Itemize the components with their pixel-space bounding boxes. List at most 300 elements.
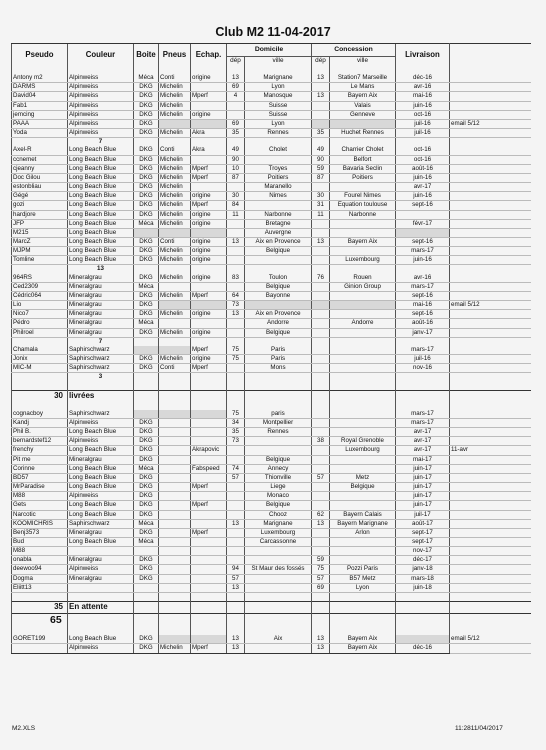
table-cell: Mons [245, 364, 312, 373]
table-cell: Long Beach Blue [68, 635, 134, 644]
table-cell: 13 [312, 635, 330, 644]
table-cell: 4 [227, 92, 245, 101]
table-cell: Mineralgrau [68, 528, 134, 537]
table-cell: Axel-R [12, 146, 68, 155]
table-cell: Long Beach Blue [68, 219, 134, 228]
table-cell [159, 565, 191, 574]
table-cell: estonbliau [12, 183, 68, 192]
table-row [12, 173, 531, 182]
table-row [12, 183, 531, 192]
color-count-row [12, 138, 531, 147]
table-cell [227, 547, 245, 556]
table-row [12, 146, 531, 155]
table-cell: DARMS [12, 83, 68, 92]
table-cell [134, 547, 159, 556]
section-label: livrées [68, 390, 134, 402]
table-row [12, 565, 531, 574]
table-cell: Michelin [159, 155, 191, 164]
table-cell [227, 528, 245, 537]
table-cell [330, 183, 396, 192]
table-cell [159, 528, 191, 537]
table-row [12, 219, 531, 228]
table-cell [330, 310, 396, 319]
table-cell: paris [245, 410, 312, 419]
table-cell [450, 101, 531, 110]
table-row [12, 547, 531, 556]
table-cell: Pédro [12, 319, 68, 328]
table-cell: août-16 [396, 164, 450, 173]
table-cell: sept-16 [396, 201, 450, 210]
color-count-row [12, 265, 531, 274]
table-cell: 69 [312, 583, 330, 592]
table-cell: Bayern Aix [330, 644, 396, 653]
table-cell [450, 164, 531, 173]
table-cell [450, 565, 531, 574]
table-cell: Bayern Aix [330, 635, 396, 644]
table-cell: Rouen [330, 274, 396, 283]
header-echap: Echap. [191, 44, 227, 67]
table-cell: Michelin [159, 219, 191, 228]
table-cell [450, 83, 531, 92]
table-cell: 75 [227, 355, 245, 364]
table-cell: Huchet Rennes [330, 129, 396, 138]
table-cell: Cholet [245, 146, 312, 155]
table-cell: Michelin [159, 210, 191, 219]
table-cell [450, 583, 531, 592]
table-cell: DKG [134, 473, 159, 482]
table-cell: 13 [227, 519, 245, 528]
table-cell: DKG [134, 119, 159, 128]
table-cell: Fourel Nimes [330, 192, 396, 201]
table-row [12, 129, 531, 138]
table-cell: Tomline [12, 256, 68, 265]
table-cell: DKG [134, 644, 159, 653]
table-cell: email 5/12 [450, 119, 531, 128]
table-cell: 13 [312, 519, 330, 528]
table-cell: Bayern Marignane [330, 519, 396, 528]
table-cell [191, 583, 227, 592]
table-cell [450, 92, 531, 101]
table-cell [191, 437, 227, 446]
header-livraison: Livraison [396, 44, 450, 67]
table-cell: Michelin [159, 129, 191, 138]
table-cell: Michelin [159, 183, 191, 192]
table-row [12, 428, 531, 437]
table-cell [450, 74, 531, 83]
table-cell: juil-16 [396, 129, 450, 138]
table-cell [68, 583, 134, 592]
header-pneus: Pneus [159, 44, 191, 67]
table-cell: origine [191, 310, 227, 319]
table-cell: Long Beach Blue [68, 228, 134, 237]
table-cell: Eliitt13 [12, 583, 68, 592]
table-cell: mai-17 [396, 455, 450, 464]
table-cell: 49 [227, 146, 245, 155]
table-cell: Alpinweiss [68, 92, 134, 101]
table-cell [450, 464, 531, 473]
table-cell [191, 537, 227, 546]
table-cell: août-16 [396, 319, 450, 328]
table-row [12, 247, 531, 256]
table-cell [191, 183, 227, 192]
table-cell: Chamala [12, 346, 68, 355]
table-cell [191, 282, 227, 291]
table-cell: Conti [159, 74, 191, 83]
table-cell: Mineralgrau [68, 291, 134, 300]
table-cell [450, 528, 531, 537]
table-cell [245, 556, 312, 565]
table-cell: 90 [227, 155, 245, 164]
table-cell: sept-16 [396, 310, 450, 319]
table-cell [450, 256, 531, 265]
table-cell: Fab1 [12, 101, 68, 110]
table-cell: email 5/12 [450, 301, 531, 310]
table-cell: 11-avr [450, 446, 531, 455]
table-cell [312, 110, 330, 119]
table-cell [191, 319, 227, 328]
table-cell: origine [191, 247, 227, 256]
page-title: Club M2 11-04-2017 [215, 25, 331, 39]
table-cell: Michelin [159, 192, 191, 201]
table-row [12, 301, 531, 310]
table-cell: juil-16 [396, 119, 450, 128]
table-cell: Rennes [245, 428, 312, 437]
table-row [12, 155, 531, 164]
table-cell: gozi [12, 201, 68, 210]
table-cell: Bayern Aix [330, 237, 396, 246]
members-table [11, 43, 531, 654]
table-cell: M88 [12, 492, 68, 501]
table-cell [312, 483, 330, 492]
table-cell: Michelin [159, 83, 191, 92]
table-cell: 75 [312, 565, 330, 574]
table-row [12, 455, 531, 464]
table-cell: 13 [312, 237, 330, 246]
table-cell [245, 437, 312, 446]
table-cell: Mperf [191, 346, 227, 355]
table-row [12, 355, 531, 364]
table-row [12, 328, 531, 337]
table-cell: Charrier Cholet [330, 146, 396, 155]
table-cell [450, 510, 531, 519]
table-cell [191, 473, 227, 482]
table-cell [245, 155, 312, 164]
table-cell: DKG [134, 483, 159, 492]
table-cell [191, 301, 227, 310]
table-cell: DKG [134, 574, 159, 583]
table-cell: MarcZ [12, 237, 68, 246]
table-cell [191, 574, 227, 583]
table-cell [450, 155, 531, 164]
table-cell [191, 155, 227, 164]
table-cell: 38 [312, 437, 330, 446]
table-cell [191, 228, 227, 237]
table-cell: DKG [134, 501, 159, 510]
table-cell: DKG [134, 101, 159, 110]
table-cell: 11 [312, 210, 330, 219]
table-row [12, 574, 531, 583]
table-cell [227, 183, 245, 192]
table-cell: Belgique [245, 328, 312, 337]
table-cell: Mineralgrau [68, 328, 134, 337]
table-cell: 75 [227, 410, 245, 419]
table-cell [450, 183, 531, 192]
table-cell: DKG [134, 110, 159, 119]
table-cell: 35 [312, 129, 330, 138]
table-cell: Akra [191, 129, 227, 138]
table-cell: Long Beach Blue [68, 183, 134, 192]
table-cell [191, 547, 227, 556]
table-cell: Montpellier [245, 418, 312, 427]
table-cell: Long Beach Blue [68, 146, 134, 155]
table-cell [450, 247, 531, 256]
table-cell: Alpinweiss [68, 101, 134, 110]
table-cell: Paris [245, 355, 312, 364]
table-cell: Manosque [245, 92, 312, 101]
table-cell: Méca [134, 537, 159, 546]
spacer-row [12, 627, 531, 635]
table-cell: Mineralgrau [68, 274, 134, 283]
table-cell [330, 346, 396, 355]
table-cell [450, 310, 531, 319]
table-cell [227, 364, 245, 373]
table-cell: Marignane [245, 74, 312, 83]
table-cell: BD57 [12, 473, 68, 482]
table-cell: Narbonne [245, 210, 312, 219]
table-cell: DKG [134, 528, 159, 537]
table-cell: Fabspeed [191, 464, 227, 473]
header-con-ville: ville [330, 57, 396, 67]
table-cell: Rennes [245, 129, 312, 138]
table-row [12, 346, 531, 355]
header-dom-dep: dép [227, 57, 245, 67]
table-cell: Phil B. [12, 428, 68, 437]
table-cell [450, 319, 531, 328]
table-cell [312, 328, 330, 337]
table-cell [330, 492, 396, 501]
table-cell [450, 355, 531, 364]
table-cell: juin-16 [396, 256, 450, 265]
header-domicile: Domicile [227, 44, 312, 57]
table-cell [450, 237, 531, 246]
table-cell: onabla [12, 556, 68, 565]
table-cell [330, 537, 396, 546]
table-row [12, 537, 531, 546]
table-cell: Long Beach Blue [68, 446, 134, 455]
section-count: 30 [12, 390, 68, 402]
table-cell: DKG [134, 183, 159, 192]
table-row [12, 410, 531, 419]
table-cell: 83 [227, 274, 245, 283]
table-cell: DKG [134, 455, 159, 464]
table-cell: DKG [134, 428, 159, 437]
table-cell: Méca [134, 519, 159, 528]
table-cell [450, 201, 531, 210]
table-cell [330, 428, 396, 437]
table-cell [159, 583, 191, 592]
table-cell: DKG [134, 256, 159, 265]
table-cell: DKG [134, 565, 159, 574]
table-cell: email 5/12 [450, 635, 531, 644]
table-cell [245, 547, 312, 556]
table-cell: DKG [134, 146, 159, 155]
table-cell: David04 [12, 92, 68, 101]
table-cell: Michelin [159, 173, 191, 182]
table-cell: Long Beach Blue [68, 464, 134, 473]
table-cell: Long Beach Blue [68, 201, 134, 210]
table-row [12, 319, 531, 328]
table-cell [450, 556, 531, 565]
table-cell: Suisse [245, 110, 312, 119]
table-cell: Belfort [330, 155, 396, 164]
table-cell: Alpinweiss [68, 644, 134, 653]
table-cell: Liege [245, 483, 312, 492]
table-row [12, 201, 531, 210]
table-cell [330, 455, 396, 464]
table-cell: Michelin [159, 110, 191, 119]
table-cell: Kandj [12, 418, 68, 427]
table-cell: origine [191, 192, 227, 201]
table-cell [227, 483, 245, 492]
table-cell: origine [191, 237, 227, 246]
section-row [12, 602, 531, 614]
table-cell [159, 556, 191, 565]
table-cell: sept-16 [396, 237, 450, 246]
table-cell: DKG [134, 328, 159, 337]
table-cell: août-17 [396, 519, 450, 528]
table-cell: juin-16 [396, 192, 450, 201]
table-cell: Belgique [245, 501, 312, 510]
table-cell: 62 [312, 510, 330, 519]
table-cell: DKG [134, 492, 159, 501]
table-cell: frenchy [12, 446, 68, 455]
table-cell: 94 [227, 565, 245, 574]
table-cell [450, 346, 531, 355]
table-cell [312, 464, 330, 473]
table-cell [450, 574, 531, 583]
spacer-row [12, 592, 531, 601]
color-count: 3 [68, 373, 134, 382]
spreadsheet [11, 43, 530, 654]
table-cell [227, 328, 245, 337]
table-row [12, 164, 531, 173]
table-cell [330, 228, 396, 237]
spacer-row [12, 402, 531, 410]
table-cell: Bayonne [245, 291, 312, 300]
table-cell: Michelin [159, 355, 191, 364]
table-cell: Bayern Calais [330, 510, 396, 519]
table-cell: 13 [312, 92, 330, 101]
table-cell: Long Beach Blue [68, 173, 134, 182]
table-cell: Méca [134, 282, 159, 291]
table-cell [330, 364, 396, 373]
table-cell: Lyon [245, 119, 312, 128]
table-cell: Michelin [159, 274, 191, 283]
table-cell: Alpinweiss [68, 83, 134, 92]
table-cell: Saphirschwarz [68, 355, 134, 364]
table-cell: Mineralgrau [68, 556, 134, 565]
table-cell: nov-16 [396, 364, 450, 373]
table-cell: DKG [134, 247, 159, 256]
table-cell: Antony m2 [12, 74, 68, 83]
table-cell [312, 228, 330, 237]
table-cell: origine [191, 210, 227, 219]
table-cell [245, 574, 312, 583]
table-row [12, 492, 531, 501]
table-cell: MrParadise [12, 483, 68, 492]
table-row [12, 556, 531, 565]
table-cell: deewoo94 [12, 565, 68, 574]
table-cell [191, 428, 227, 437]
table-cell: Mperf [191, 528, 227, 537]
table-cell: ccnemet [12, 155, 68, 164]
table-cell [450, 483, 531, 492]
table-cell [330, 328, 396, 337]
table-cell: DKG [134, 364, 159, 373]
table-cell: juin-18 [396, 583, 450, 592]
table-cell [450, 129, 531, 138]
table-cell [191, 418, 227, 427]
table-cell: 75 [227, 346, 245, 355]
table-cell [312, 83, 330, 92]
table-cell [134, 410, 159, 419]
table-cell [159, 547, 191, 556]
table-cell: Monaco [245, 492, 312, 501]
table-cell: 73 [227, 301, 245, 310]
table-cell: DKG [134, 510, 159, 519]
table-cell [245, 301, 312, 310]
table-cell [159, 282, 191, 291]
table-cell [312, 528, 330, 537]
table-cell: 57 [312, 473, 330, 482]
table-cell [450, 328, 531, 337]
table-cell: oct-16 [396, 146, 450, 155]
table-cell: Mineralgrau [68, 282, 134, 291]
header-con-dep: dép [312, 57, 330, 67]
table-cell: Long Beach Blue [68, 510, 134, 519]
table-cell [450, 291, 531, 300]
table-cell: Long Beach Blue [68, 473, 134, 482]
table-row [12, 282, 531, 291]
table-row [12, 83, 531, 92]
table-cell [312, 247, 330, 256]
table-cell: origine [191, 274, 227, 283]
table-cell [159, 437, 191, 446]
table-cell [159, 537, 191, 546]
table-cell: 87 [227, 173, 245, 182]
table-cell [450, 228, 531, 237]
table-cell: DKG [134, 210, 159, 219]
table-cell: 76 [312, 274, 330, 283]
table-cell: Long Beach Blue [68, 192, 134, 201]
table-cell [330, 410, 396, 419]
table-cell: origine [191, 355, 227, 364]
table-cell [312, 282, 330, 291]
table-cell: Pozzi Paris [330, 565, 396, 574]
table-cell: Long Beach Blue [68, 164, 134, 173]
table-cell: JFP [12, 219, 68, 228]
footer-timestamp: 11:2811/04/2017 [455, 725, 503, 732]
table-cell: Metz [330, 473, 396, 482]
table-cell: MJPM [12, 247, 68, 256]
table-cell [330, 556, 396, 565]
header-pseudo: Pseudo [12, 44, 68, 67]
table-row [12, 256, 531, 265]
table-cell: Mperf [191, 173, 227, 182]
table-cell [312, 492, 330, 501]
table-cell [227, 556, 245, 565]
table-cell [312, 537, 330, 546]
